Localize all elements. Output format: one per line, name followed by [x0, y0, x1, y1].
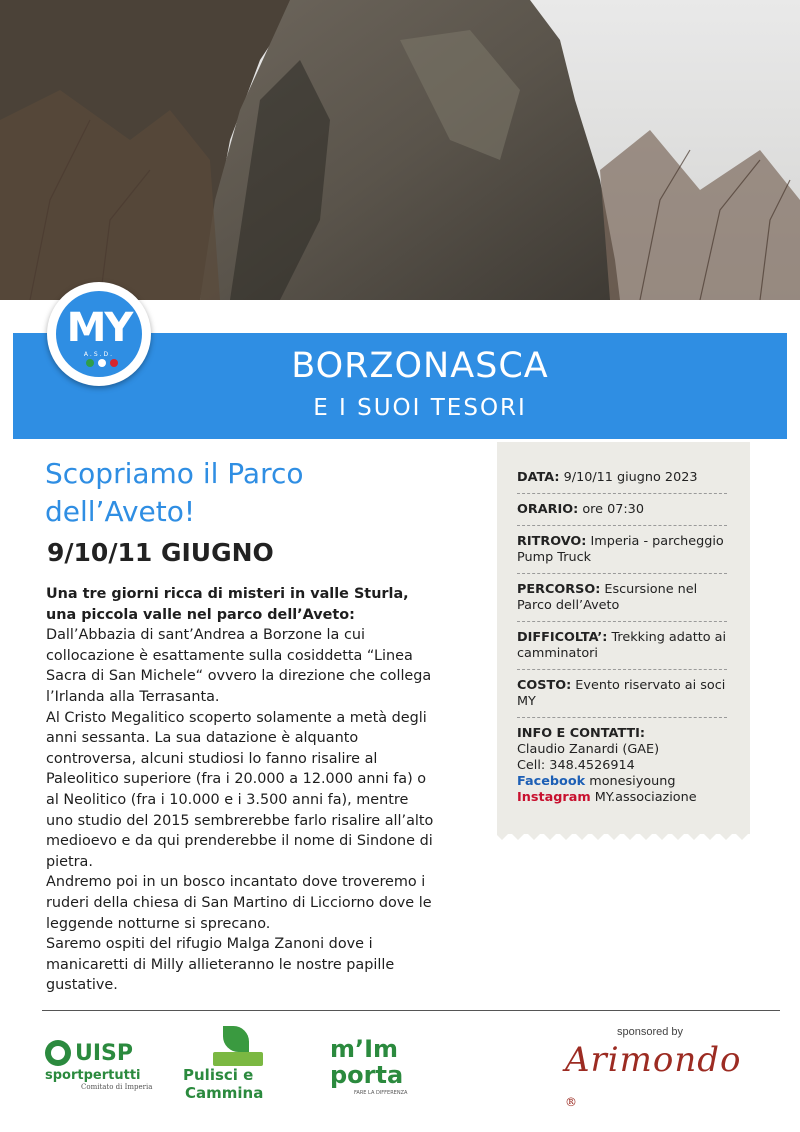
description-paragraph: Dall’Abbazia di sant’Andrea a Borzone la cui collocazione è esattamente sulla cosiddetta “Linea Sacra di San Michele“ ovvero la direzione che collega l’Irlanda alla Terrasanta. — [46, 627, 432, 705]
info-value: Escursione nel Parco dell’Aveto — [517, 582, 698, 613]
uisp-tagline: sportpertutti — [45, 1068, 141, 1083]
info-label: COSTO: — [517, 678, 572, 693]
info-value: Evento riservato ai soci MY — [517, 678, 726, 709]
info-difficolta — [517, 630, 727, 670]
cammina-text: Cammina — [185, 1084, 264, 1102]
footer-divider — [42, 1010, 780, 1011]
description-paragraph: Al Cristo Megalitico scoperto solamente a metà degli anni sessanta. La sua datazione è alquanto controversa, alcuni studiosi lo fanno risalire al Paleolitico superiore (fra i 20.000 a 12.000 anni fa) o al Neolitico (fra i 10.000 e i 3.500 anni fa), mentre uno studio del 2015 sembrerebbe farlo risalire all’alto medioevo e da qui prenderebbe il nome di Sindone di pietra. — [46, 709, 434, 870]
page-subtitle: E I SUOI TESORI — [313, 395, 527, 421]
headline: Scopriamo il Parco dell’Aveto! — [45, 457, 304, 528]
sponsor-name — [565, 1040, 755, 1120]
info-costo — [517, 678, 727, 718]
info-label: INFO E CONTATTI: — [517, 726, 645, 741]
sponsor-strip — [45, 1026, 765, 1116]
info-label: DIFFICOLTA’: — [517, 630, 608, 645]
info-label: DATA: — [517, 470, 560, 485]
my-logo — [47, 282, 151, 386]
description-paragraph: Andremo poi in un bosco incantato dove troveremo i ruderi della chiesa di San Martino di Licciorno dove le leggende notturne si sprecano. — [46, 874, 432, 932]
page-title: BORZONASCA — [291, 346, 549, 386]
sponsor-name-text: Arimondo — [565, 1040, 742, 1080]
mimporta-line1: m’Im — [330, 1035, 399, 1063]
uisp-logo — [45, 1040, 155, 1091]
mimporta-tagline: FARE LA DIFFERENZA — [354, 1090, 408, 1096]
uisp-committee: Comitato di Imperia — [81, 1083, 153, 1091]
white-dot — [98, 359, 106, 367]
info-contatti — [517, 726, 727, 813]
info-data — [517, 470, 727, 494]
info-percorso — [517, 582, 727, 622]
red-dot — [110, 359, 118, 367]
info-list — [517, 470, 727, 821]
info-value: 9/10/11 giugno 2023 — [563, 470, 698, 485]
sponsored-by-label: sponsored by — [617, 1026, 684, 1038]
pulisci-cammina-logo — [183, 1026, 293, 1106]
description-lead: Una tre giorni ricca di misteri in valle Sturla, una piccola valle nel parco dell’Aveto: — [46, 586, 409, 623]
info-orario — [517, 502, 727, 526]
instagram-label: Instagram — [517, 790, 591, 805]
info-value: ore 07:30 — [582, 502, 644, 517]
info-label: PERCORSO: — [517, 582, 601, 597]
event-dates: 9/10/11 GIUGNO — [47, 538, 274, 567]
logo-subtext: A.S.D. — [83, 351, 115, 358]
info-value: Trekking adatto ai camminatori — [517, 630, 727, 661]
logo-text: MY — [66, 305, 132, 351]
contact-name: Claudio Zanardi (GAE) — [517, 742, 660, 757]
info-label: RITROVO: — [517, 534, 587, 549]
hero-photo — [0, 0, 800, 300]
description — [46, 584, 436, 996]
arimondo-logo — [565, 1026, 755, 1120]
info-label: ORARIO: — [517, 502, 579, 517]
leaf-icon — [223, 1026, 249, 1052]
logo-flag-dots — [86, 359, 118, 367]
mimporta-line2: porta — [330, 1061, 404, 1089]
uisp-icon — [45, 1040, 71, 1066]
instagram-handle[interactable]: MY.associazione — [594, 790, 697, 805]
signpost-icon — [213, 1052, 263, 1066]
contact-phone[interactable]: Cell: 348.4526914 — [517, 758, 635, 773]
info-box-zigzag-edge — [497, 826, 750, 842]
pulisci-text: Pulisci e — [183, 1066, 254, 1084]
uisp-name: UISP — [75, 1040, 134, 1066]
mimporta-logo — [330, 1036, 410, 1096]
green-dot — [86, 359, 94, 367]
registered-mark: ® — [565, 1095, 578, 1109]
info-ritrovo — [517, 534, 727, 574]
description-paragraph: Saremo ospiti del rifugio Malga Zanoni dove i manicaretti di Milly allieteranno le nostre papille gustative. — [46, 936, 395, 994]
logo-circle — [53, 288, 145, 380]
facebook-handle[interactable]: monesiyoung — [589, 774, 676, 789]
facebook-label: Facebook — [517, 774, 586, 789]
info-value: Imperia - parcheggio Pump Truck — [517, 534, 724, 565]
